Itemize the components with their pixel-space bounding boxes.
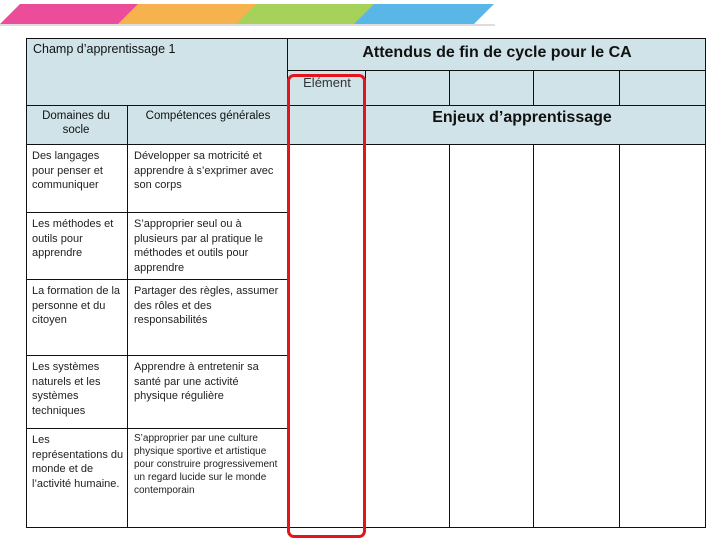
enjeux-column-cell <box>366 145 450 528</box>
competence-cell <box>128 213 288 280</box>
attendus-subcell <box>620 71 706 106</box>
attendus-title: Attendus de fin de cycle pour le CA <box>362 44 632 61</box>
competence-text: Apprendre à entretenir sa santé par une activité physique régulière <box>134 361 259 402</box>
enjeux-header-cell <box>366 106 706 145</box>
enjeux-column-cell <box>450 145 534 528</box>
competence-text: S’approprier par une culture physique sportive et artistique pour construire progressivement un regard lucide sur le monde contemporain <box>134 433 278 496</box>
champ-header-cell <box>26 38 288 106</box>
element-subheader-cell <box>288 106 366 145</box>
element-column-cell <box>288 145 366 528</box>
attendus-header-cell <box>288 38 706 71</box>
attendus-subcell <box>366 71 450 106</box>
attendus-subcell <box>450 71 534 106</box>
domaine-text: La formation de la personne et du citoyen <box>32 285 121 326</box>
domaine-text: Les méthodes et outils pour apprendre <box>32 218 114 259</box>
competences-header-cell <box>128 106 288 145</box>
element-label: Elément <box>303 75 351 90</box>
competence-text: Partager des règles, assumer des rôles et des responsabilités <box>134 285 279 326</box>
domaines-header-cell <box>26 106 128 145</box>
attendus-subcell <box>534 71 620 106</box>
champ-title: Champ d’apprentissage 1 <box>33 42 176 56</box>
competence-cell <box>128 429 288 528</box>
domaine-cell <box>26 213 128 280</box>
domaines-label: Domaines du socle <box>42 110 110 136</box>
competence-text: S’approprier seul ou à plusieurs par al pratique le méthodes et outils pour apprendre <box>134 218 264 274</box>
competences-label: Compétences générales <box>145 110 271 122</box>
domaine-cell <box>26 356 128 429</box>
competence-cell <box>128 145 288 213</box>
competence-text: Développer sa motricité et apprendre à s’exprimer avec son corps <box>134 150 274 191</box>
competence-cell <box>128 280 288 356</box>
domaine-text: Les systèmes naturels et les systèmes techniques <box>32 361 101 417</box>
decorative-stripe-banner <box>0 0 720 28</box>
domaine-cell <box>26 145 128 213</box>
element-header-cell <box>288 71 366 106</box>
domaine-text: Des langages pour penser et communiquer <box>32 150 103 191</box>
enjeux-column-cell <box>534 145 620 528</box>
domaine-cell <box>26 280 128 356</box>
enjeux-column-cell <box>620 145 706 528</box>
domaine-text: Les représentations du monde et de l’activité humaine. <box>32 434 124 490</box>
competence-cell <box>128 356 288 429</box>
domaine-cell <box>26 429 128 528</box>
competency-table <box>26 38 706 528</box>
enjeux-title: Enjeux d’apprentissage <box>432 109 612 126</box>
